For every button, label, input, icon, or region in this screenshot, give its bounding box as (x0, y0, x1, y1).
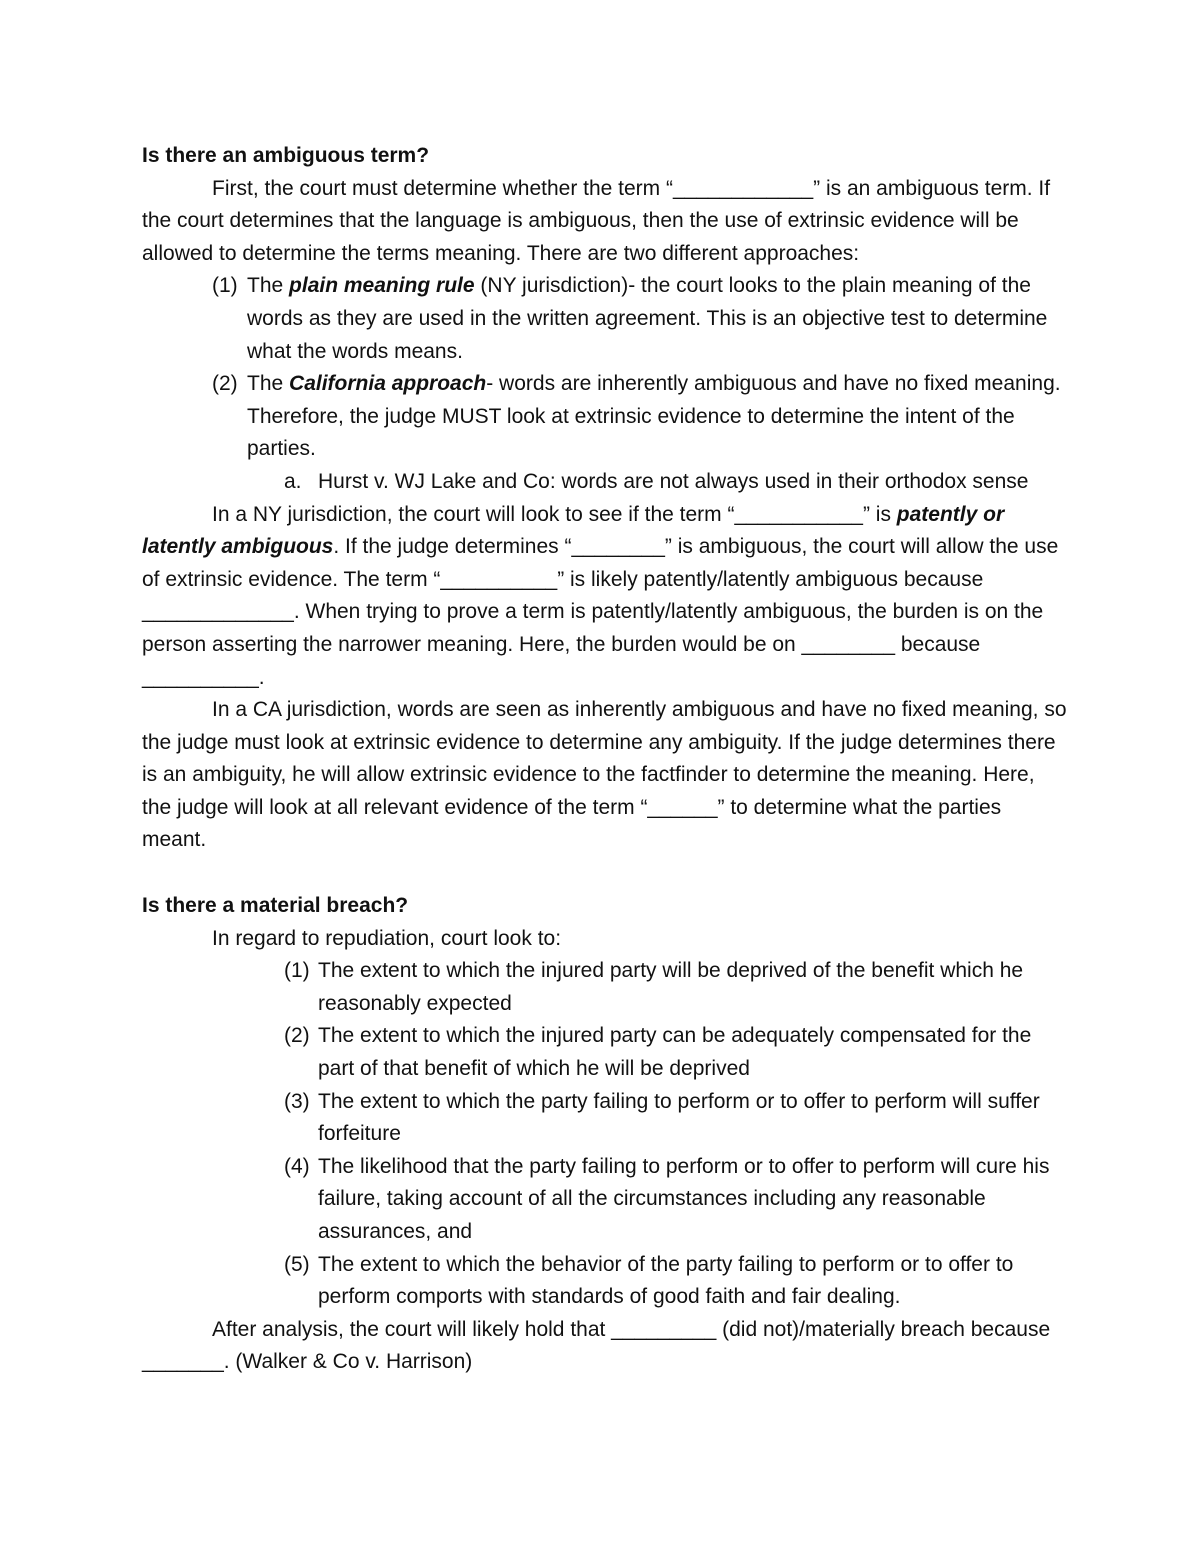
section-spacer (142, 857, 1067, 890)
approach-term: California approach (289, 372, 487, 396)
ca-jurisdiction-paragraph: In a CA jurisdiction, words are seen as inherently ambiguous and have no fixed meaning, so the judge must look at extrinsic evidence to determine any ambiguity. If the judge determines there is an ambiguity, he will allow extrinsic evidence to the factfinder to determine the meaning. Here, the judge will look at all relevant evidence of the term “______” to determine what the parties meant. (142, 698, 1067, 852)
intro-blank: ____________ (673, 176, 814, 200)
approach-item-california (142, 368, 1067, 466)
factor-item (142, 1020, 1067, 1085)
approach-term: plain meaning rule (289, 274, 475, 298)
factor-text: The extent to which the party failing to perform or to offer to perform will suffer forfeiture (318, 1089, 1040, 1146)
document-page (142, 140, 1067, 1379)
factor-item (142, 1249, 1067, 1314)
breach-conclusion: After analysis, the court will likely hold that _________ (did not)/materially breach because _______. (Walker & Co v. Harrison) (142, 1317, 1051, 1374)
approach-number: (2) (212, 372, 238, 396)
factor-item (142, 1086, 1067, 1151)
factor-number: (4) (284, 1154, 310, 1178)
approach-text-pre: The (247, 274, 290, 298)
case-text: Hurst v. WJ Lake and Co: words are not always used in their orthodox sense (318, 469, 1029, 493)
factor-number: (5) (284, 1252, 310, 1276)
factor-text: The extent to which the behavior of the party failing to perform or to offer to perform comports with standards of good faith and fair dealing. (318, 1252, 1014, 1309)
breach-intro: In regard to repudiation, court look to: (212, 926, 562, 950)
factor-text: The extent to which the injured party can be adequately compensated for the part of that benefit of which he will be deprived (318, 1024, 1032, 1081)
approach-number: (1) (212, 274, 238, 298)
approach-text-post: - words are inherently ambiguous and have no fixed meaning. Therefore, the judge MUST look at extrinsic evidence to determine the intent of the parties. (247, 372, 1061, 461)
ny-text-b: . If the judge determines “________” is ambiguous, the court will allow the use of extrinsic evidence. The term “__________” is likely patently/latently ambiguous because _____________. When trying to prove a term is patently/latently ambiguous, the burden is on the person asserting the narrower meaning. Here, the burden would be on ________ because __________. (142, 535, 1059, 689)
ny-emphasis: patently or latently ambiguous (142, 502, 1005, 559)
case-item-hurst (142, 466, 1067, 499)
factor-number: (3) (284, 1089, 310, 1113)
factor-number: (2) (284, 1024, 310, 1048)
factor-number: (1) (284, 959, 310, 983)
section-heading-material-breach: Is there a material breach? (142, 894, 409, 918)
factor-item (142, 1151, 1067, 1249)
factor-text: The likelihood that the party failing to perform or to offer to perform will cure his failure, taking account of all the circumstances including any reasonable assurances, and (318, 1154, 1050, 1243)
factor-item (142, 955, 1067, 1020)
section-heading-ambiguous-term: Is there an ambiguous term? (142, 144, 430, 167)
approach-text-post: (NY jurisdiction)- the court looks to the plain meaning of the words as they are used in the written agreement. This is an objective test to determine what the words means. (247, 274, 1048, 363)
intro-text-a: First, the court must determine whether the term “ (212, 176, 673, 200)
approach-text-pre: The (247, 372, 290, 396)
intro-text-b: ” is an ambiguous term. If the court determines that the language is ambiguous, then the use of extrinsic evidence will be allowed to determine the terms meaning. There are two different approaches: (142, 176, 1051, 265)
ny-jurisdiction-paragraph (142, 499, 1067, 695)
ny-text-a: In a NY jurisdiction, the court will look to see if the term “___________” is (212, 502, 897, 526)
approach-item-plain-meaning (142, 270, 1067, 368)
factor-text: The extent to which the injured party will be deprived of the benefit which he reasonably expected (318, 959, 1024, 1015)
intro-paragraph (142, 173, 1067, 271)
case-letter: a. (284, 469, 302, 493)
